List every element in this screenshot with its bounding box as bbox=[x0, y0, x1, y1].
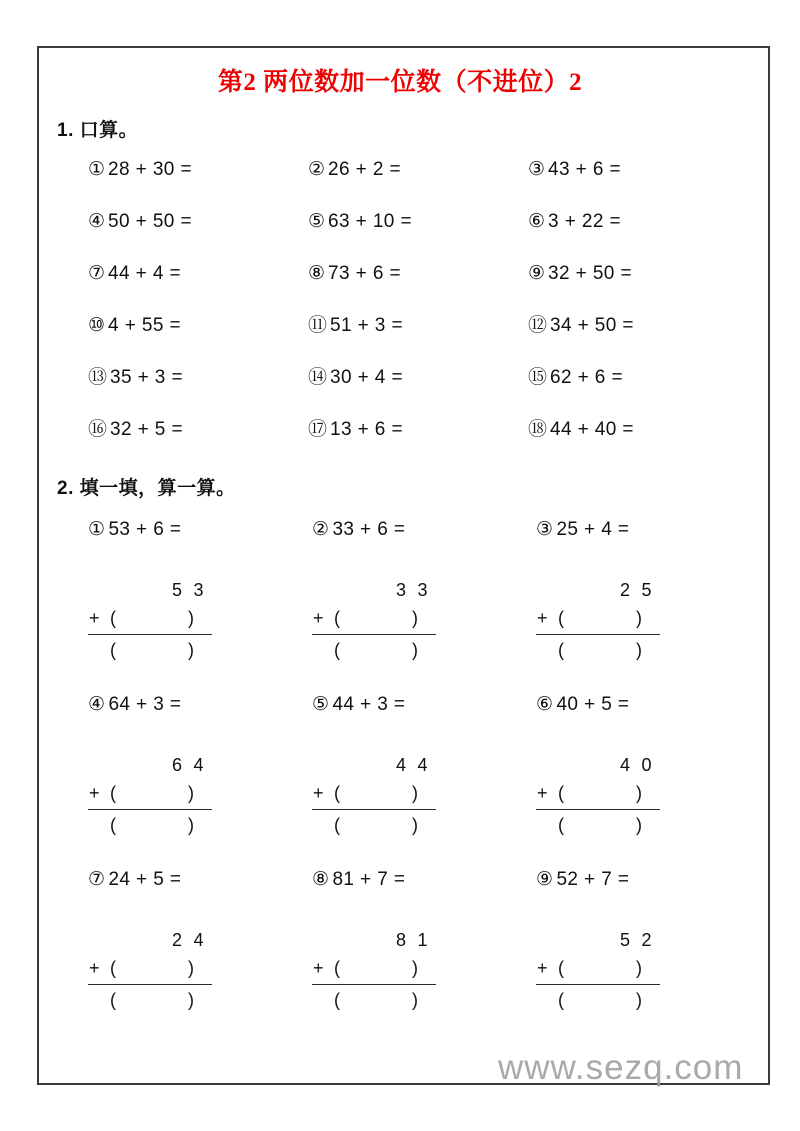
problem-number: ⑯ bbox=[88, 419, 108, 440]
tens-digit: 3 bbox=[395, 580, 407, 600]
ones-digit: 4 bbox=[417, 755, 428, 775]
ones-digit: 3 bbox=[193, 580, 204, 600]
plus-sign: + bbox=[313, 958, 324, 978]
addend-blank-row[interactable] bbox=[536, 778, 660, 810]
paren-close: ) bbox=[412, 608, 418, 628]
oral-row bbox=[88, 420, 748, 472]
vertical-addition-form bbox=[88, 927, 212, 1015]
problem-number: ② bbox=[312, 519, 330, 540]
vertical-row bbox=[88, 870, 760, 1045]
problem-number: ⑭ bbox=[308, 367, 328, 388]
sum-blank-row[interactable] bbox=[536, 810, 660, 840]
oral-row bbox=[88, 212, 748, 264]
tens-digit: 4 bbox=[395, 755, 407, 775]
paren-close: ) bbox=[636, 608, 642, 628]
tens-digit: 8 bbox=[395, 930, 407, 950]
paren-close: ) bbox=[188, 640, 194, 660]
oral-problem-10[interactable] bbox=[88, 316, 308, 335]
problem-expression: 51 + 3 = bbox=[330, 315, 403, 336]
problem-expression: 53 + 6 = bbox=[108, 519, 182, 540]
addend-blank-row[interactable] bbox=[312, 603, 436, 635]
oral-row bbox=[88, 368, 748, 420]
problem-number: ⑥ bbox=[528, 211, 546, 232]
problem-number: ⑱ bbox=[528, 419, 548, 440]
problem-number: ⑪ bbox=[308, 315, 328, 336]
paren-open: ( bbox=[334, 815, 340, 835]
oral-row bbox=[88, 264, 748, 316]
paren-open: ( bbox=[558, 608, 564, 628]
problem-number: ⑨ bbox=[528, 263, 546, 284]
problem-number: ⑧ bbox=[312, 869, 330, 890]
sum-blank-row[interactable] bbox=[536, 985, 660, 1015]
problem-expression: 62 + 6 = bbox=[550, 367, 623, 388]
vertical-problem-8[interactable] bbox=[312, 870, 536, 1045]
paren-close: ) bbox=[636, 958, 642, 978]
ones-digit: 4 bbox=[193, 755, 204, 775]
plus-sign: + bbox=[89, 783, 100, 803]
oral-problem-16[interactable] bbox=[88, 420, 308, 439]
problem-expression: 13 + 6 = bbox=[330, 419, 403, 440]
oral-problem-9[interactable] bbox=[528, 264, 748, 283]
problem-number: ⑦ bbox=[88, 869, 106, 890]
ones-digit: 1 bbox=[417, 930, 428, 950]
addend-top bbox=[536, 752, 660, 778]
addend-top bbox=[312, 577, 436, 603]
problem-number: ⑤ bbox=[312, 694, 330, 715]
problem-expression: 44 + 3 = bbox=[332, 694, 406, 715]
problem-prompt bbox=[536, 695, 760, 714]
paren-close: ) bbox=[188, 608, 194, 628]
problem-expression: 81 + 7 = bbox=[332, 869, 406, 890]
plus-sign: + bbox=[537, 783, 548, 803]
problem-expression: 3 + 22 = bbox=[548, 211, 621, 232]
addend-top bbox=[536, 927, 660, 953]
vertical-addition-form bbox=[88, 577, 212, 665]
ones-digit: 3 bbox=[417, 580, 428, 600]
paren-open: ( bbox=[334, 640, 340, 660]
problem-expression: 30 + 4 = bbox=[330, 367, 403, 388]
addend-blank-row[interactable] bbox=[88, 778, 212, 810]
vertical-addition-form bbox=[312, 577, 436, 665]
problem-expression: 50 + 50 = bbox=[108, 211, 192, 232]
paren-close: ) bbox=[636, 783, 642, 803]
addend-top bbox=[88, 577, 212, 603]
problem-expression: 24 + 5 = bbox=[108, 869, 182, 890]
tens-digit: 6 bbox=[171, 755, 183, 775]
paren-close: ) bbox=[636, 990, 642, 1010]
vertical-addition-grid bbox=[88, 520, 760, 1045]
plus-sign: + bbox=[313, 608, 324, 628]
oral-problem-18[interactable] bbox=[528, 420, 748, 439]
addend-blank-row[interactable] bbox=[536, 603, 660, 635]
tens-digit: 4 bbox=[619, 755, 631, 775]
paren-open: ( bbox=[334, 958, 340, 978]
addend-top bbox=[536, 577, 660, 603]
paren-open: ( bbox=[334, 783, 340, 803]
problem-expression: 44 + 4 = bbox=[108, 263, 181, 284]
sum-blank-row[interactable] bbox=[312, 635, 436, 665]
plus-sign: + bbox=[313, 783, 324, 803]
section-heading-oral-calculation: 1. 口算。 bbox=[57, 120, 139, 141]
section-heading-fill-and-compute: 2. 填一填，算一算。 bbox=[57, 478, 236, 499]
problem-number: ⑫ bbox=[528, 315, 548, 336]
problem-expression: 64 + 3 = bbox=[108, 694, 182, 715]
problem-prompt bbox=[88, 520, 312, 539]
addend-blank-row[interactable] bbox=[88, 603, 212, 635]
addend-top bbox=[312, 927, 436, 953]
problem-expression: 63 + 10 = bbox=[328, 211, 412, 232]
problem-prompt bbox=[536, 520, 760, 539]
problem-number: ⑥ bbox=[536, 694, 554, 715]
problem-expression: 32 + 5 = bbox=[110, 419, 183, 440]
problem-prompt bbox=[312, 695, 536, 714]
oral-problem-4[interactable] bbox=[88, 212, 308, 231]
oral-row bbox=[88, 316, 748, 368]
paren-open: ( bbox=[110, 608, 116, 628]
problem-prompt bbox=[88, 870, 312, 889]
addend-top bbox=[88, 752, 212, 778]
oral-problem-8[interactable] bbox=[308, 264, 528, 283]
addend-top bbox=[88, 927, 212, 953]
problem-number: ④ bbox=[88, 211, 106, 232]
paren-open: ( bbox=[110, 640, 116, 660]
sum-blank-row[interactable] bbox=[88, 985, 212, 1015]
oral-problem-5[interactable] bbox=[308, 212, 528, 231]
tens-digit: 2 bbox=[619, 580, 631, 600]
paren-close: ) bbox=[188, 783, 194, 803]
ones-digit: 5 bbox=[641, 580, 652, 600]
problem-number: ③ bbox=[536, 519, 554, 540]
vertical-addition-form bbox=[536, 927, 660, 1015]
vertical-addition-form bbox=[88, 752, 212, 840]
site-watermark: www.sezq.com bbox=[498, 1048, 744, 1087]
problem-number: ⑩ bbox=[88, 315, 106, 336]
oral-problem-7[interactable] bbox=[88, 264, 308, 283]
problem-number: ① bbox=[88, 519, 106, 540]
oral-calculation-grid bbox=[88, 160, 748, 472]
vertical-problem-3[interactable] bbox=[536, 520, 760, 695]
vertical-row bbox=[88, 695, 760, 870]
paren-open: ( bbox=[558, 958, 564, 978]
paren-close: ) bbox=[188, 815, 194, 835]
sum-blank-row[interactable] bbox=[88, 810, 212, 840]
tens-digit: 5 bbox=[171, 580, 183, 600]
ones-digit: 4 bbox=[193, 930, 204, 950]
addend-blank-row[interactable] bbox=[312, 778, 436, 810]
problem-number: ⑦ bbox=[88, 263, 106, 284]
oral-problem-1[interactable] bbox=[88, 160, 308, 179]
problem-expression: 35 + 3 = bbox=[110, 367, 183, 388]
problem-number: ⑮ bbox=[528, 367, 548, 388]
paren-close: ) bbox=[188, 990, 194, 1010]
vertical-addition-form bbox=[312, 752, 436, 840]
oral-problem-12[interactable] bbox=[528, 316, 748, 335]
oral-problem-6[interactable] bbox=[528, 212, 748, 231]
problem-prompt bbox=[88, 695, 312, 714]
paren-open: ( bbox=[558, 990, 564, 1010]
addend-blank-row[interactable] bbox=[88, 953, 212, 985]
vertical-problem-6[interactable] bbox=[536, 695, 760, 870]
vertical-problem-1[interactable] bbox=[88, 520, 312, 695]
problem-number: ① bbox=[88, 159, 106, 180]
plus-sign: + bbox=[89, 608, 100, 628]
plus-sign: + bbox=[537, 958, 548, 978]
problem-expression: 40 + 5 = bbox=[556, 694, 630, 715]
paren-open: ( bbox=[110, 783, 116, 803]
paren-close: ) bbox=[636, 815, 642, 835]
paren-close: ) bbox=[636, 640, 642, 660]
problem-number: ② bbox=[308, 159, 326, 180]
tens-digit: 2 bbox=[171, 930, 183, 950]
problem-prompt bbox=[312, 870, 536, 889]
sum-blank-row[interactable] bbox=[312, 985, 436, 1015]
problem-expression: 4 + 55 = bbox=[108, 315, 181, 336]
vertical-problem-2[interactable] bbox=[312, 520, 536, 695]
problem-expression: 25 + 4 = bbox=[556, 519, 630, 540]
problem-number: ⑨ bbox=[536, 869, 554, 890]
vertical-addition-form bbox=[312, 927, 436, 1015]
oral-problem-17[interactable] bbox=[308, 420, 528, 439]
problem-expression: 33 + 6 = bbox=[332, 519, 406, 540]
plus-sign: + bbox=[537, 608, 548, 628]
oral-problem-13[interactable] bbox=[88, 368, 308, 387]
sum-blank-row[interactable] bbox=[536, 635, 660, 665]
sum-blank-row[interactable] bbox=[312, 810, 436, 840]
paren-open: ( bbox=[334, 990, 340, 1010]
oral-problem-14[interactable] bbox=[308, 368, 528, 387]
oral-row bbox=[88, 160, 748, 212]
paren-open: ( bbox=[558, 783, 564, 803]
paren-open: ( bbox=[558, 815, 564, 835]
problem-number: ⑰ bbox=[308, 419, 328, 440]
problem-expression: 28 + 30 = bbox=[108, 159, 192, 180]
problem-expression: 52 + 7 = bbox=[556, 869, 630, 890]
vertical-problem-5[interactable] bbox=[312, 695, 536, 870]
addend-top bbox=[312, 752, 436, 778]
tens-digit: 5 bbox=[619, 930, 631, 950]
sum-blank-row[interactable] bbox=[88, 635, 212, 665]
page-title: 第2 两位数加一位数（不进位）2 bbox=[217, 69, 583, 96]
problem-expression: 34 + 50 = bbox=[550, 315, 634, 336]
paren-close: ) bbox=[412, 958, 418, 978]
problem-number: ④ bbox=[88, 694, 106, 715]
vertical-problem-9[interactable] bbox=[536, 870, 760, 1045]
problem-number: ⑬ bbox=[88, 367, 108, 388]
paren-open: ( bbox=[110, 958, 116, 978]
oral-problem-11[interactable] bbox=[308, 316, 528, 335]
problem-prompt bbox=[312, 520, 536, 539]
addend-blank-row[interactable] bbox=[536, 953, 660, 985]
vertical-addition-form bbox=[536, 577, 660, 665]
vertical-addition-form bbox=[536, 752, 660, 840]
paren-close: ) bbox=[412, 783, 418, 803]
paren-open: ( bbox=[558, 640, 564, 660]
problem-number: ③ bbox=[528, 159, 546, 180]
vertical-problem-7[interactable] bbox=[88, 870, 312, 1045]
paren-close: ) bbox=[412, 815, 418, 835]
paren-close: ) bbox=[412, 640, 418, 660]
paren-open: ( bbox=[110, 815, 116, 835]
oral-problem-15[interactable] bbox=[528, 368, 748, 387]
problem-number: ⑧ bbox=[308, 263, 326, 284]
problem-number: ⑤ bbox=[308, 211, 326, 232]
paren-open: ( bbox=[110, 990, 116, 1010]
paren-close: ) bbox=[188, 958, 194, 978]
ones-digit: 2 bbox=[641, 930, 652, 950]
ones-digit: 0 bbox=[641, 755, 652, 775]
problem-prompt bbox=[536, 870, 760, 889]
paren-open: ( bbox=[334, 608, 340, 628]
paren-close: ) bbox=[412, 990, 418, 1010]
problem-expression: 73 + 6 = bbox=[328, 263, 401, 284]
problem-expression: 26 + 2 = bbox=[328, 159, 401, 180]
plus-sign: + bbox=[89, 958, 100, 978]
problem-expression: 32 + 50 = bbox=[548, 263, 632, 284]
vertical-problem-4[interactable] bbox=[88, 695, 312, 870]
problem-expression: 43 + 6 = bbox=[548, 159, 621, 180]
vertical-row bbox=[88, 520, 760, 695]
problem-expression: 44 + 40 = bbox=[550, 419, 634, 440]
oral-problem-2[interactable] bbox=[308, 160, 528, 179]
addend-blank-row[interactable] bbox=[312, 953, 436, 985]
oral-problem-3[interactable] bbox=[528, 160, 748, 179]
